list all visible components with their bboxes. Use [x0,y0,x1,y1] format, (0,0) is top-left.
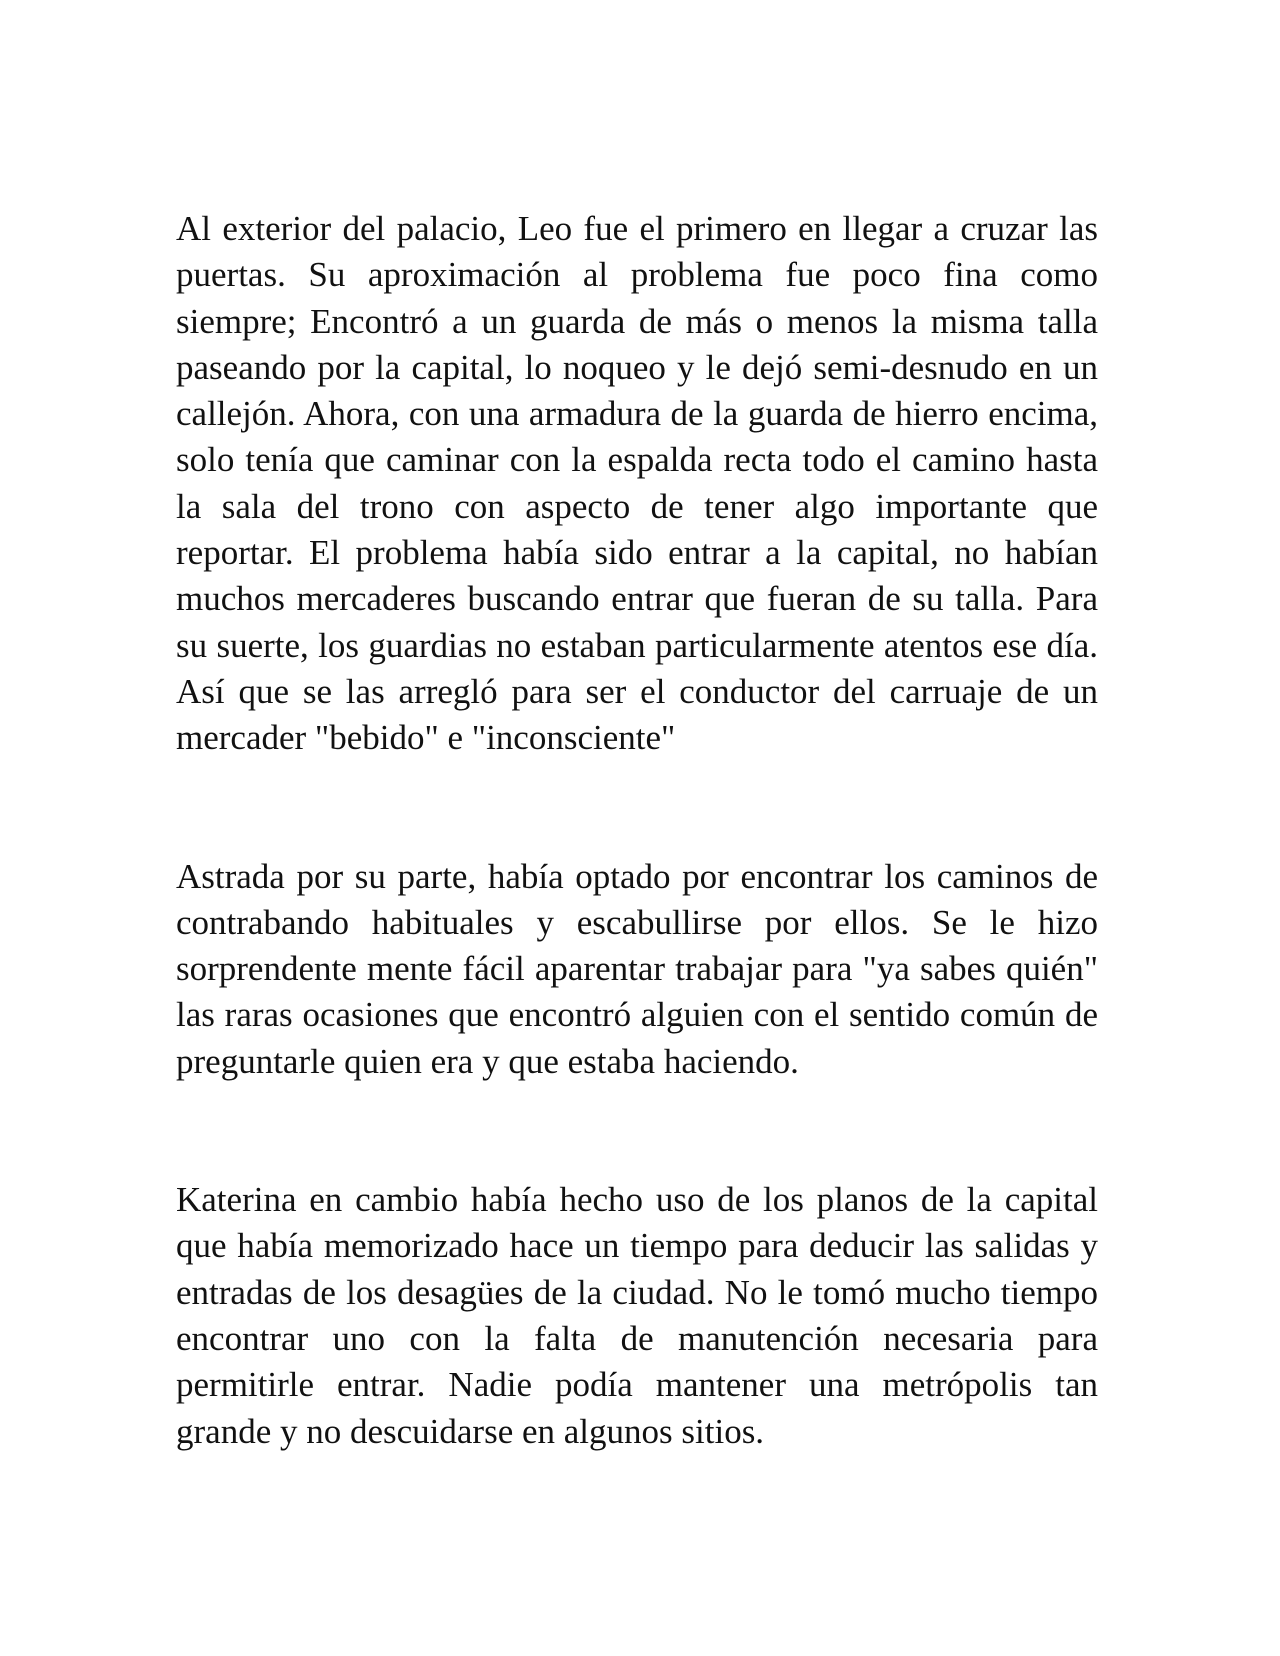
document-page [176,206,1098,1455]
paragraph-katerina: Katerina en cambio había hecho uso de los planos de la capital que había memorizado hace un tiempo para deducir las salidas y entradas de los desagües de la ciudad. No le tomó mucho tiempo encontrar uno con la falta de manutención necesaria para permitirle entrar. Nadie podía mantener una metrópolis tan grande y no descuidarse en algunos sitios. [176,1180,1098,1451]
paragraph-leo: Al exterior del palacio, Leo fue el primero en llegar a cruzar las puertas. Su aproximación al problema fue poco fina como siempre; Encontró a un guarda de más o menos la misma talla paseando por la capital, lo noqueo y le dejó semi-desnudo en un callejón. Ahora, con una armadura de la guarda de hierro encima, solo tenía que caminar con la espalda recta todo el camino hasta la sala del trono con aspecto de tener algo importante que reportar. El problema había sido entrar a la capital, no habían muchos mercaderes buscando entrar que fueran de su talla. Para su suerte, los guardias no estaban particularmente atentos ese día. Así que se las arregló para ser el conductor del carruaje de un mercader "bebido" e "inconsciente" [176,209,1098,758]
paragraph-astrada: Astrada por su parte, había optado por encontrar los caminos de contrabando habituales y escabullirse por ellos. Se le hizo sorprendente mente fácil aparentar trabajar para "ya sabes quién" las raras ocasiones que encontró alguien con el sentido común de preguntarle quien era y que estaba haciendo. [176,856,1098,1081]
